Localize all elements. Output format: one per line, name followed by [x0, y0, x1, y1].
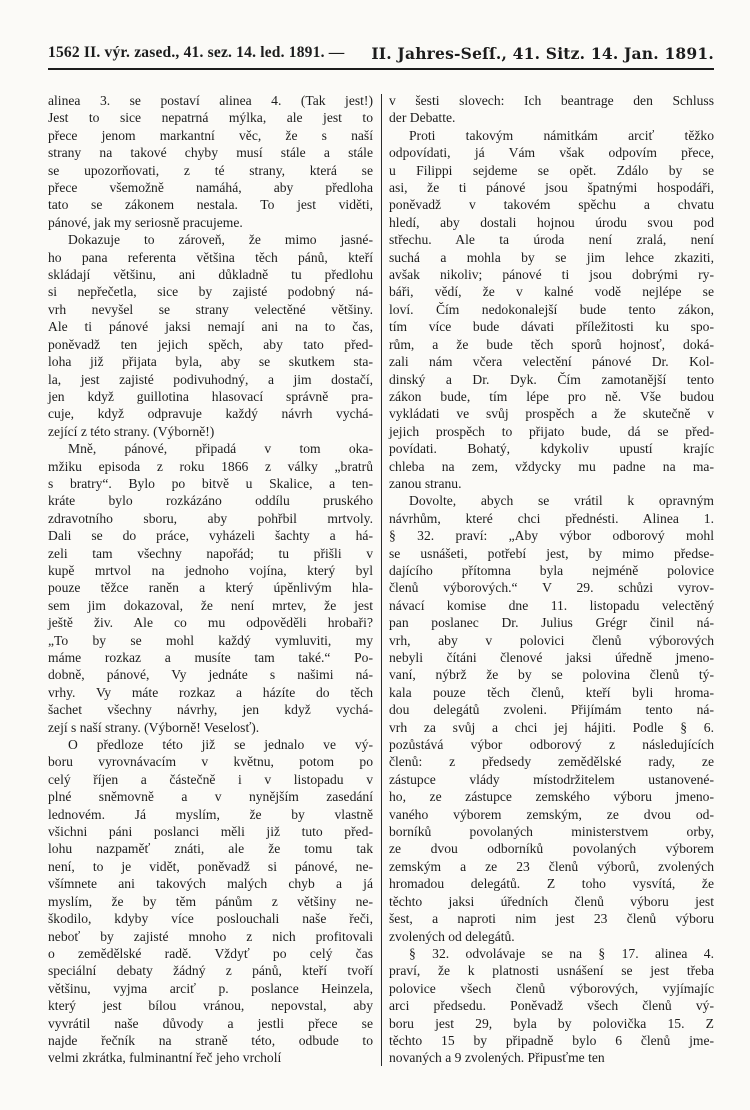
text-line: který jest bílou vránou, nepovstal, aby: [48, 998, 373, 1014]
text-line: zející z této strany. (Výborně!): [48, 423, 215, 439]
text-line: povídati. Bohatý, kdykoliv upustí krajíc: [389, 441, 714, 457]
text-line: přece všemožně namáhá, aby předloha: [48, 180, 373, 196]
text-line: vrh, aby v polovici členů výborových: [389, 632, 714, 648]
text-line: těchto jaksi úředních členů výboru jest: [389, 893, 714, 909]
left-column: [48, 92, 373, 1067]
header-czech-session-label: 1562 II. výr. zased., 41. sez. 14. led. 1891. —: [48, 44, 345, 61]
text-line: nebyli čítáni členové jaksi úředně jmeno-: [389, 650, 714, 665]
text-line: škodilo, kdyby více poslouchali naše řeči,: [48, 911, 373, 927]
text-line: šachet všechny návrhy, jen když vychá-: [48, 702, 373, 718]
text-line: cuje, když odpravuje každý návrh vychá-: [48, 406, 373, 422]
text-line: chleba na zem, vždycky mu padne na ma-: [389, 458, 714, 474]
text-line: vyvrátil naše důvody a jestli přece se: [48, 1015, 373, 1031]
text-line: „To by se mohl každý vymluviti, my: [48, 632, 373, 648]
text-line: rům, a že bude těch sporů hojnosť, doká-: [389, 336, 714, 352]
text-line: avšak nikoliv; pánové ti jsou dobrými ry-: [389, 267, 714, 283]
text-line: odpovídati, já Vám však odpovím přece,: [389, 145, 714, 161]
text-line: vrh nevyšel se strany velectěné většiny.: [48, 301, 373, 317]
text-line: pozůstává výbor odborový z následujících: [389, 737, 714, 753]
text-line: vykládati ve svůj prospěch a že skutečně v: [389, 406, 714, 422]
text-line: zástupce vlády místodržitelem ustanovené-: [389, 771, 714, 787]
header-german-session-label: II. Jahres-Seſſ., 41. Sitz. 14. Jan. 1891.: [371, 44, 714, 63]
text-line: O předloze této již se jednalo ve vý-: [68, 737, 373, 753]
text-line: tím více bude dávati příležitosti ku spo-: [389, 319, 714, 335]
text-line: praví, že k platnosti usnášení se jest třeba: [389, 963, 714, 979]
text-line: poněvadž ten jejich spěch, aby tato před-: [48, 336, 373, 352]
text-line: návrhům, které chci přednésti. Alinea 1.: [389, 510, 714, 526]
text-line: všichni páni poslanci měli již tuto před-: [48, 824, 373, 840]
text-line: celý říjen a částečně i v listopadu v: [48, 771, 373, 787]
text-line: boru jest 29, byla by polovička 15. Z: [389, 1015, 714, 1031]
text-line: jejich prospěch to přijato bude, dá se před-: [389, 423, 714, 439]
text-line: asi, že ti pánové jsou špatnými hospodáři,: [389, 180, 714, 196]
text-line: o zemědělské radě. Vždyť po celý čas: [48, 945, 373, 961]
page-header: [48, 44, 714, 70]
text-line: dobně, pánové, Vy jednáte s našimi ná-: [48, 667, 373, 683]
text-line: Ale ti pánové jaksi nemají ani na to čas,: [48, 319, 373, 335]
text-line: sem jim dokazoval, že není mrtev, že jest: [48, 597, 373, 613]
text-line: dinský a Dr. Dyk. Čím zamotanější tento: [389, 371, 714, 387]
text-line: Jest to sice nepatrná mýlka, ale jest to: [48, 110, 373, 126]
text-line: šest, a naproti nim jest 23 členů výboru: [389, 911, 714, 927]
text-line: skládají většinu, ani důkladně tu předlohu: [48, 267, 373, 283]
text-line: s bratry“. Bylo po bitvě u Skalice, a ten-: [48, 475, 373, 491]
text-line: zali nám včera velectění pánové Dr. Kol-: [389, 354, 714, 370]
text-line: vrh za svůj a chci jej hájiti. Podle § 6.: [389, 719, 714, 735]
text-line: zejí s naší strany. (Výborně! Veselosť).: [48, 719, 260, 735]
text-line: la, jest zajisté podivuhodný, a jim dostačí,: [48, 371, 373, 387]
text-line: strany na takové chyby musí stále a stále: [48, 145, 373, 161]
text-line: zemským a ze 23 členů výborů, zvolených: [389, 858, 714, 874]
right-column: [389, 92, 714, 1067]
text-line: zákon bude, tím lépe pro ně. Vše budou: [389, 388, 714, 404]
text-line: vrhy. Vy máte rozkaz a házíte do těch: [48, 684, 373, 700]
text-line: báři, vědí, že v kalné vodě nejlépe se: [389, 284, 714, 300]
text-line: zeli tam všechny napořád; tu přišli v: [48, 545, 373, 561]
text-line: Dali se do práce, vyházeli šachty a há-: [48, 528, 373, 544]
text-line: ještě živ. Ale co mu odpověděli hrobaři?: [48, 615, 373, 631]
text-line: návací komise dne 11. listopadu velectěný: [389, 597, 714, 613]
text-line: velmi zkrátka, fulminantní řeč jeho vrcholí: [48, 1050, 282, 1066]
text-line: boru vyrovnávacím v květnu, potom po: [48, 754, 373, 770]
text-line: členů výborových.“ V 29. schůzi vyrov-: [389, 580, 714, 596]
text-line: § 32. odvolávaje se na § 17. alinea 4.: [409, 945, 714, 961]
text-line: suchá a mohla by se jim lehce zkaziti,: [389, 249, 714, 265]
text-line: Dokazuje to zároveň, že mimo jasné-: [68, 232, 373, 248]
text-line: těchto 15 by připadně bylo 6 členů jme-: [389, 1032, 714, 1048]
text-line: hromadou delegátů. Z toho vysvítá, že: [389, 876, 714, 892]
text-line: kupě mrtvol na jednoho vojína, který byl: [48, 562, 373, 578]
text-line: v šesti slovech: Ich beantrage den Schluss: [389, 93, 714, 108]
text-line: ho pana referenta většina těch pánů, kteří: [48, 249, 373, 265]
text-line: hledí, aby dostali hojnou úrodu svou pod: [389, 214, 714, 230]
text-line: lohu nazpaměť znáti, ale že tomu tak: [48, 841, 373, 857]
text-line: der Debatte.: [389, 110, 456, 126]
text-line: najde řečník na straně této, odbude to: [48, 1032, 373, 1048]
text-line: poněvadž v takovém spěchu a chvatu: [389, 197, 714, 213]
text-line: alinea 3. se postaví alinea 4. (Tak jest!): [48, 93, 373, 108]
text-line: polovice všech členů výborových, vyjímajíc: [389, 980, 714, 996]
text-line: jen když guillotina hlasovací správně pra-: [48, 388, 373, 404]
text-line: střechu. Ale ta úroda není zralá, není: [389, 232, 714, 248]
text-line: loví. Čím nedokonalejší bude tento zákon,: [389, 301, 714, 317]
text-line: u Filippi sejdeme se opět. Zdálo by se: [389, 162, 714, 178]
text-line: Proti takovým námitkám arciť těžko: [409, 127, 714, 143]
text-line: většinu, vyjma arciť p. poslance Heinzela,: [48, 980, 373, 996]
text-line: přece jenom markantní věc, že s naší: [48, 127, 373, 143]
column-divider-rule: [381, 94, 382, 1066]
text-line: pan poslanec Dr. Julius Grégr činil ná-: [389, 615, 714, 631]
text-line: vaného výborem zemským, ze dvou od-: [389, 806, 714, 822]
text-line: vaní, nýbrž že by se polovina členů tý-: [389, 667, 714, 683]
text-line: Dovolte, abych se vrátil k opravným: [409, 493, 714, 509]
text-line: všímnete ani takových malých chyb a já: [48, 876, 373, 892]
text-line: členů: z předsedy zemědělské rady, ze: [389, 754, 714, 770]
text-line: zvolených od delegátů.: [389, 928, 515, 944]
text-line: kráte bylo rozkázáno oddílu pruského: [48, 493, 373, 509]
text-line: loha již přijata byla, aby se skutkem sta-: [48, 354, 373, 370]
text-line: zanou stranu.: [389, 475, 462, 491]
text-line: dou delegátů zvoleni. Přijímám tento ná-: [389, 702, 714, 718]
text-line: novaných a 9 zvolených. Připusťme ten: [389, 1050, 605, 1066]
text-line: kala pouze těch členů, kteří byli hroma-: [389, 684, 714, 700]
text-line: dajícího přítomna byla nejméně polovice: [389, 562, 714, 578]
text-line: máme rozkaz a musíte tam také.“ Po-: [48, 650, 373, 665]
text-line: mžiku episoda z roku 1866 z války „bratrů: [48, 458, 373, 474]
text-line: arci předsedu. Poněvadž všech členů vý-: [389, 998, 714, 1014]
text-line: speciální debaty žádný z pánů, kteří tvoří: [48, 963, 373, 979]
text-line: se usnášeti, potřebí jest, by mimo předse-: [389, 545, 714, 561]
text-line: Mně, pánové, připadá v tom oka-: [68, 441, 373, 457]
text-line: lednovém. Já myslím, že by vlastně: [48, 806, 373, 822]
text-line: tato se zákonem nestala. To jest viděti,: [48, 197, 373, 213]
text-columns: [48, 92, 714, 1067]
text-line: ho, ze zástupce zemského výboru jmeno-: [389, 789, 714, 805]
text-line: zdravotního sboru, aby pohřbil mrtvoly.: [48, 510, 373, 526]
text-line: si nepřečetla, sice by zajisté podobný ná-: [48, 284, 373, 300]
text-line: se upozorňovati, z té strany, která se: [48, 162, 373, 178]
text-line: ze dvou odborníků povolaných výborem: [389, 841, 714, 857]
text-line: myslím, že by těm pánům z většiny ne-: [48, 893, 373, 909]
text-line: pouze těžce raněn a který úpěnlivým hla-: [48, 580, 373, 596]
text-line: § 32. praví: „Aby výbor odborový mohl: [389, 528, 714, 544]
text-line: plné sněmovně a v nynějším zasedání: [48, 789, 373, 805]
text-line: pánové, jak my seriosně pracujeme.: [48, 214, 243, 230]
text-line: není, to je vidět, poněvadž si pánové, ne-: [48, 858, 373, 874]
text-line: borníků povolaných ministerstvem orby,: [389, 824, 714, 840]
text-line: neboť by zajisté mnoho z nich profitovali: [48, 928, 373, 944]
